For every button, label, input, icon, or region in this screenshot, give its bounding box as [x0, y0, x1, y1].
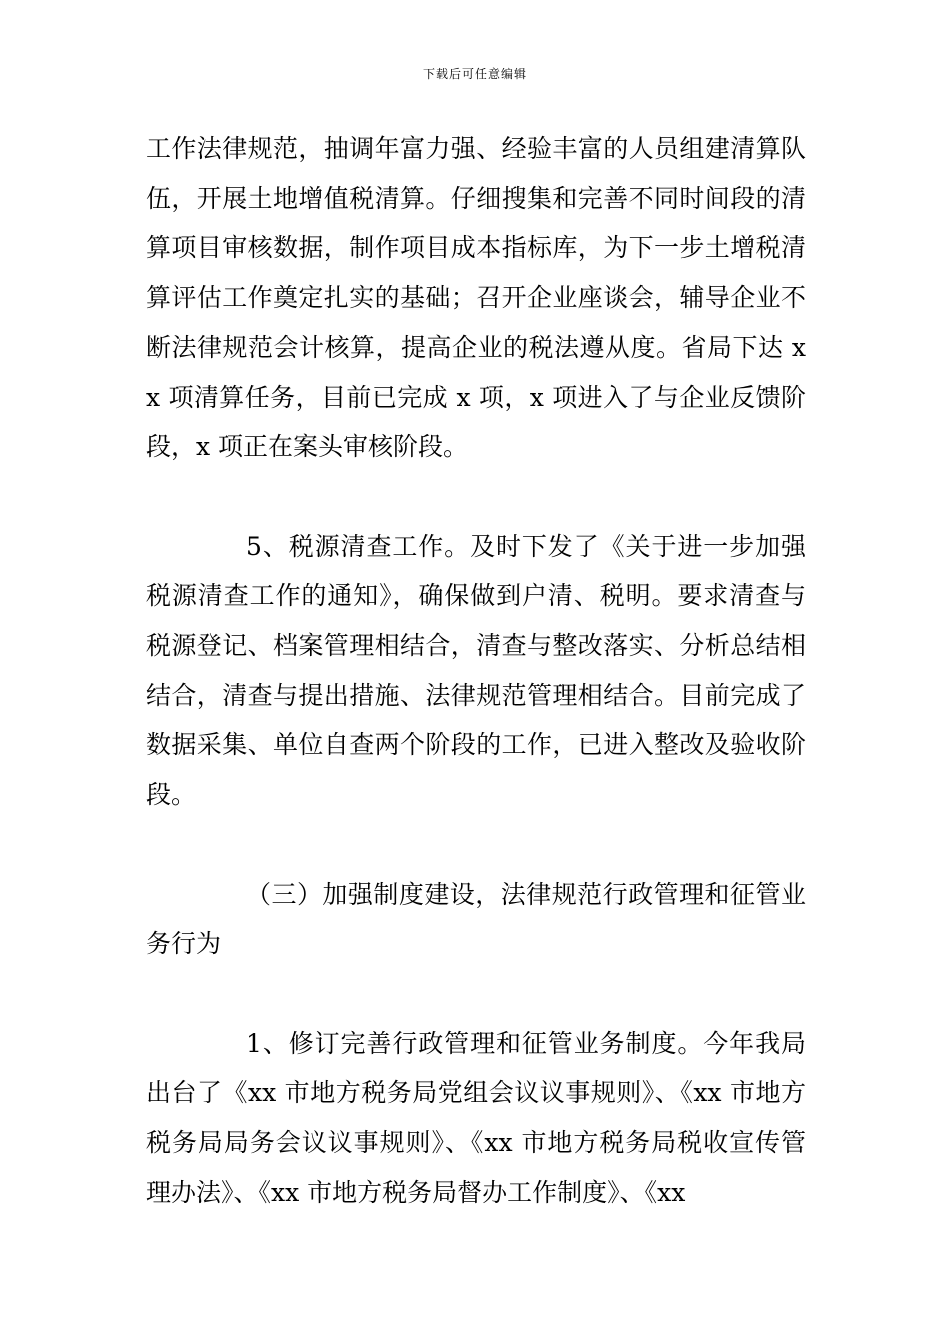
section-heading-system-building: （三）加强制度建设，法律规范行政管理和征管业务行为: [146, 879, 806, 959]
paragraph-land-tax-clearing: 工作法律规范，抽调年富力强、经验丰富的人员组建清算队伍，开展土地增值税清算。仔细搜集和完善不同时间段的清算项目审核数据，制作项目成本指标库，为下一步土增税清算评估工作奠定扎实的基础；召开企业座谈会，辅导企业不断法律规范会计核算，提高企业的税法遵从度。省局下达 xx 项清算任务，目前已完成 x 项，x 项进入了与企业反馈阶段，x 项正在案头审核阶段。: [146, 134, 806, 462]
document-body: [146, 124, 806, 1217]
paragraph-tax-source-check: 5、税源清查工作。及时下发了《关于进一步加强税源清查工作的通知》，确保做到户清、税明。要求清查与税源登记、档案管理相结合，清查与整改落实、分析总结相结合，清查与提出措施、法律规范管理相结合。目前完成了数据采集、单位自查两个阶段的工作，已进入整改及验收阶段。: [146, 531, 806, 810]
page-header: 下载后可任意编辑: [422, 67, 527, 81]
paragraph-revise-systems: 1、修订完善行政管理和征管业务制度。今年我局出台了《xx 市地方税务局党组会议议事规则》、《xx 市地方税务局局务会议议事规则》、《xx 市地方税务局税收宣传管理办法》、《xx 市地方税务局督办工作制度》、《xx: [146, 1028, 806, 1207]
